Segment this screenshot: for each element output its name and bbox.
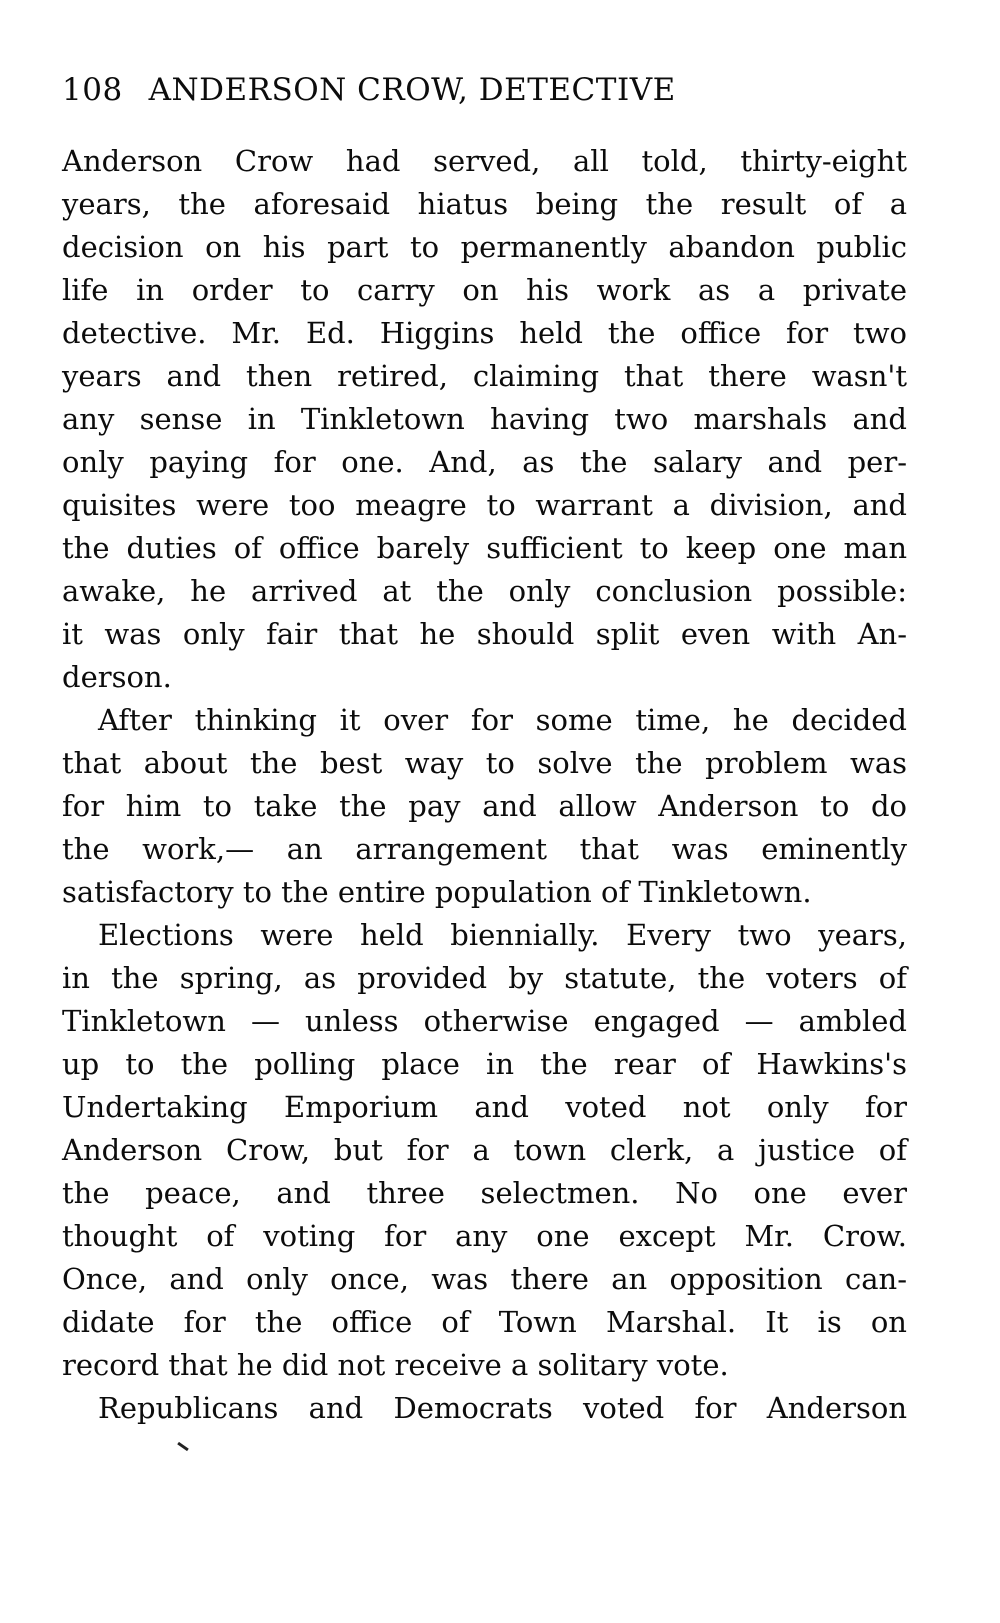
running-head bbox=[62, 70, 912, 110]
paragraph-4 bbox=[62, 1387, 907, 1430]
text-line: years, the aforesaid hiatus being the result of a bbox=[62, 187, 907, 221]
text-line: Elections were held biennially. Every two years, bbox=[98, 918, 907, 952]
text-line: up to the polling place in the rear of Hawkins's bbox=[62, 1047, 907, 1081]
text-line: detective. Mr. Ed. Higgins held the office for two bbox=[62, 316, 907, 350]
text-line: in the spring, as provided by statute, the voters of bbox=[62, 961, 907, 995]
paragraph-1 bbox=[62, 140, 907, 699]
text-line: thought of voting for any one except Mr. Crow. bbox=[62, 1219, 907, 1253]
text-line: quisites were too meagre to warrant a division, and bbox=[62, 488, 907, 522]
text-line: Anderson Crow had served, all told, thirty-eight bbox=[62, 144, 907, 178]
text-line: that about the best way to solve the problem was bbox=[62, 746, 907, 780]
text-line: After thinking it over for some time, he decided bbox=[98, 703, 907, 737]
text-line: decision on his part to permanently abandon public bbox=[62, 230, 907, 264]
body-text bbox=[62, 140, 907, 1430]
print-speck bbox=[177, 1442, 189, 1451]
text-line: the duties of office barely sufficient to keep one man bbox=[62, 531, 907, 565]
paragraph-2 bbox=[62, 699, 907, 914]
text-line: it was only fair that he should split even with An- bbox=[62, 617, 907, 651]
text-line: record that he did not receive a solitary vote. bbox=[62, 1348, 729, 1382]
text-line: any sense in Tinkletown having two marshals and bbox=[62, 402, 907, 436]
text-line: Republicans and Democrats voted for Anderson bbox=[98, 1391, 907, 1425]
text-line: Undertaking Emporium and voted not only for bbox=[62, 1090, 907, 1124]
text-line: Tinkletown — unless otherwise engaged — ambled bbox=[62, 1004, 907, 1038]
page-number: 108 bbox=[62, 72, 123, 108]
text-line: didate for the office of Town Marshal. It is on bbox=[62, 1305, 907, 1339]
text-line: life in order to carry on his work as a private bbox=[62, 273, 907, 307]
text-line: for him to take the pay and allow Anderson to do bbox=[62, 789, 907, 823]
text-line: Anderson Crow, but for a town clerk, a justice of bbox=[62, 1133, 907, 1167]
text-line: awake, he arrived at the only conclusion possible: bbox=[62, 574, 907, 608]
text-line: derson. bbox=[62, 660, 172, 694]
running-title: ANDERSON CROW, DETECTIVE bbox=[148, 72, 676, 108]
text-line: only paying for one. And, as the salary and per- bbox=[62, 445, 907, 479]
text-line: the work,— an arrangement that was eminently bbox=[62, 832, 907, 866]
text-line: the peace, and three selectmen. No one ever bbox=[62, 1176, 907, 1210]
text-line: years and then retired, claiming that there wasn't bbox=[62, 359, 907, 393]
text-line: satisfactory to the entire population of Tinkletown. bbox=[62, 875, 812, 909]
text-line: Once, and only once, was there an opposition can- bbox=[62, 1262, 907, 1296]
paragraph-3 bbox=[62, 914, 907, 1387]
